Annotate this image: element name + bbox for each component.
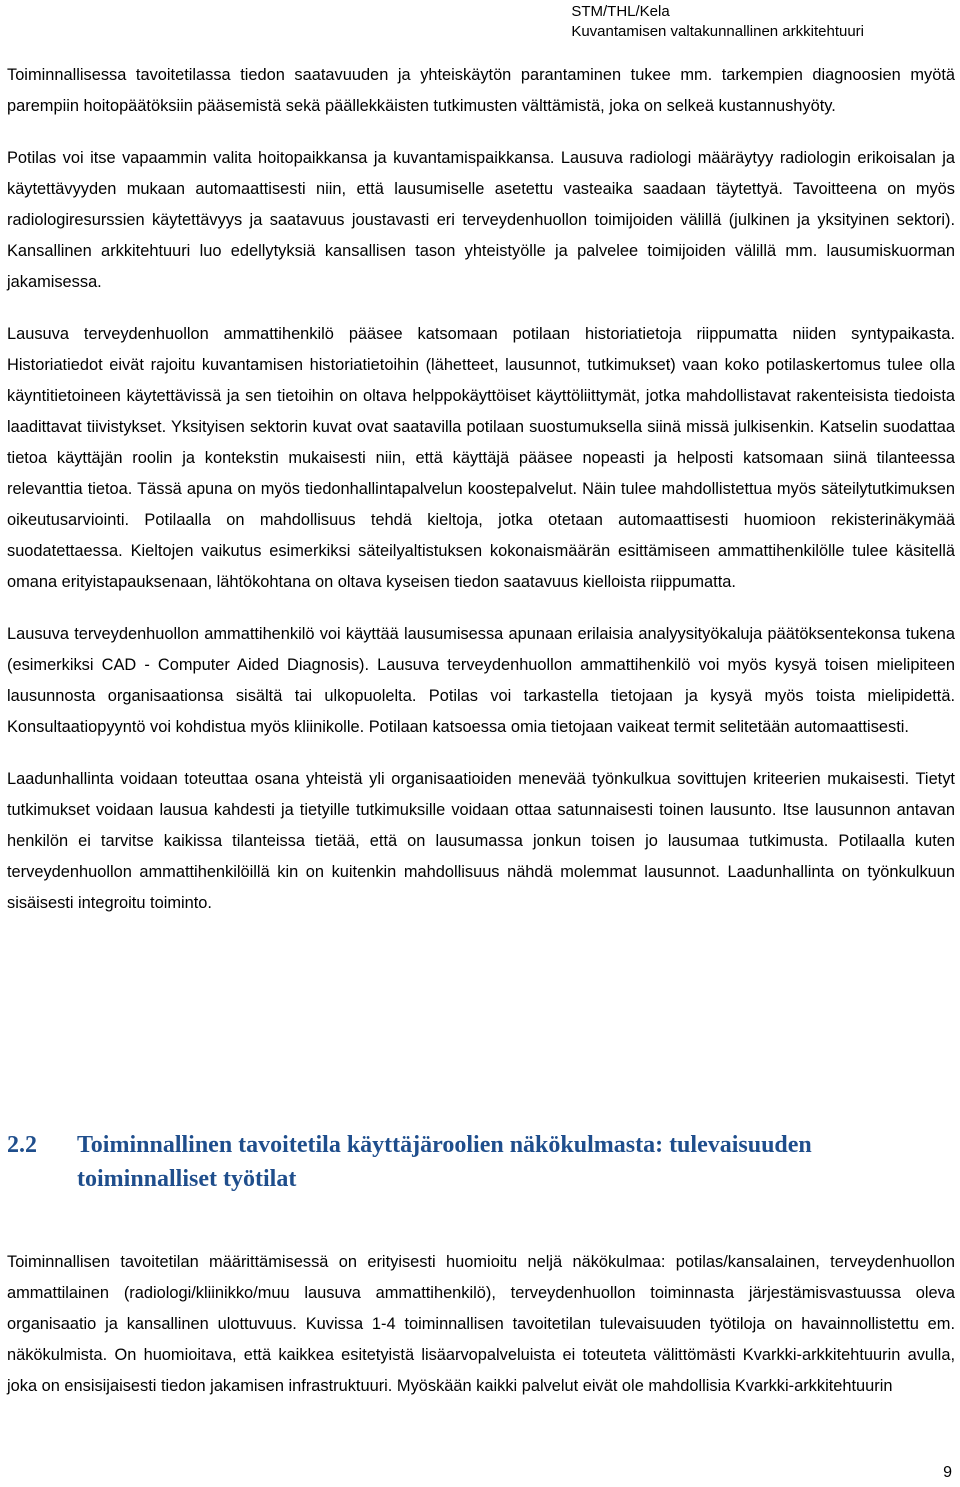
page-number: 9 [943, 1464, 952, 1481]
paragraph: Potilas voi itse vapaammin valita hoitopaikkansa ja kuvantamispaikkansa. Lausuva radiologi määräytyy radiologin erikoisalan ja käytettävyyden mukaan automaattisesti niin, että lausumiselle asetettu vasteaika saadaan täytettyä. Tavoitteena on myös radiologiresurssien käytettävyys ja saatavuus joustavasti eri terveydenhuollon toimijoiden välillä (julkinen ja yksityinen sektori). Kansallinen arkkitehtuuri luo edellytyksiä kansallisen tason yhteistyölle ja palvelee toimijoiden välillä mm. lausumiskuorman jakamisessa. [7, 149, 955, 291]
body-text [7, 60, 955, 919]
paragraph: Lausuva terveydenhuollon ammattihenkilö voi käyttää lausumisessa apunaan erilaisia analyysityökaluja päätöksentekonsa tukena (esimerkiksi CAD - Computer Aided Diagnosis). Lausuva terveydenhuollon ammattihenkilö voi myös kysyä toisen mielipiteen lausunnosta organisaationsa sisältä tai ulkopuolelta. Potilas voi tarkastella tietojaan ja kysyä myös toista mielipidettä. Konsultaatiopyyntö voi kohdistua myös kliinikolle. Potilaan katsoessa omia tietojaan vaikeat termit selitetään automaattisesti. [7, 625, 955, 736]
paragraph: Toiminnallisessa tavoitetilassa tiedon saatavuuden ja yhteiskäytön parantaminen tukee mm. tarkempien diagnoosien myötä parempiin hoitopäätöksiin pääsemistä sekä päällekkäisten tutkimusten välttämistä, joka on selkeä kustannushyöty. [7, 66, 955, 115]
page-header [571, 2, 864, 42]
header-organizations: STM/THL/Kela [571, 3, 670, 20]
section-heading [7, 1128, 955, 1196]
paragraph: Lausuva terveydenhuollon ammattihenkilö pääsee katsomaan potilaan historiatietoja riippumatta niiden syntypaikasta. Historiatiedot eivät rajoitu kuvantamisen historiatietoihin (lähetteet, lausunnot, tutkimukset) vaan koko potilaskertomus tulee olla käyntitietoineen käytettävissä ja sen tietoihin on oltava helppokäyttöiset käyttöliittymät, jotka mahdollistavat rakenteisista tiedoista laadittavat tiivistykset. Yksityisen sektorin kuvat ovat saatavilla potilaan suostumuksella siinä missä julkisenkin. Katselin suodattaa tietoa käyttäjän roolin ja kontekstin mukaisesti niin, että käyttäjä pääsee nopeasti ja helposti katsomaan siinä tilanteessa relevanttia tietoa. Tässä apuna on myös tiedonhallintapalvelun koostepalvelut. Näin tulee mahdollistettua myös säteilytutkimuksen oikeutusarviointi. Potilaalla on mahdollisuus tehdä kieltoja, jotka otetaan automaattisesti huomioon rekisterinäkymää suodatettaessa. Kieltojen vaikutus esimerkiksi säteilyaltistuksen kokonaismäärän esittämiseen ammattihenkilölle tulee käsitellä omana erityistapauksenaan, lähtökohtana on oltava kyseisen tiedon saatavuus kielloista riippumatta. [7, 325, 955, 591]
section-body [7, 1247, 955, 1402]
header-document-title: Kuvantamisen valtakunnallinen arkkitehtuuri [571, 23, 864, 40]
paragraph: Laadunhallinta voidaan toteuttaa osana yhteistä yli organisaatioiden menevää työnkulkua sovittujen kriteerien mukaisesti. Tietyt tutkimukset voidaan lausua kahdesti ja tietyille tutkimuksille voidaan ottaa satunnaisesti toinen lausunto. Itse lausunnon antavan henkilön ei tarvitse kaikissa tilanteissa tietää, että on lausumassa jonkun toisen jo lausumaa tutkimusta. Potilaalla kuten terveydenhuollon ammattihenkilöillä kin on kuitenkin mahdollisuus nähdä molemmat lausunnot. Laadunhallinta on työnkulkuun sisäisesti integroitu toiminto. [7, 770, 955, 912]
paragraph: Toiminnallisen tavoitetilan määrittämisessä on erityisesti huomioitu neljä näkökulmaa: potilas/kansalainen, terveydenhuollon ammattilainen (radiologi/kliinikko/muu lausuva ammattihenkilö), terveydenhuollon toiminnasta järjestämisvastuussa oleva organisaatio ja kansallinen ulottuvuus. Kuvissa 1-4 toiminnallisen tavoitetilan tulevaisuuden työtiloja on havainnollistettu em. näkökulmista. On huomioitava, että kaikkea esitetyistä lisäarvopalveluista ei toteuteta välittömästi Kvarkki-arkkitehtuurin avulla, joka on ensisijaisesti tiedon jakamisen infrastruktuuri. Myöskään kaikki palvelut eivät ole mahdollisia Kvarkki-arkkitehtuurin [7, 1253, 955, 1395]
section-number: 2.2 [7, 1132, 37, 1158]
section-title: Toiminnallinen tavoitetila käyttäjäroolien näkökulmasta: tulevaisuuden toiminnalliset työtilat [77, 1132, 812, 1192]
